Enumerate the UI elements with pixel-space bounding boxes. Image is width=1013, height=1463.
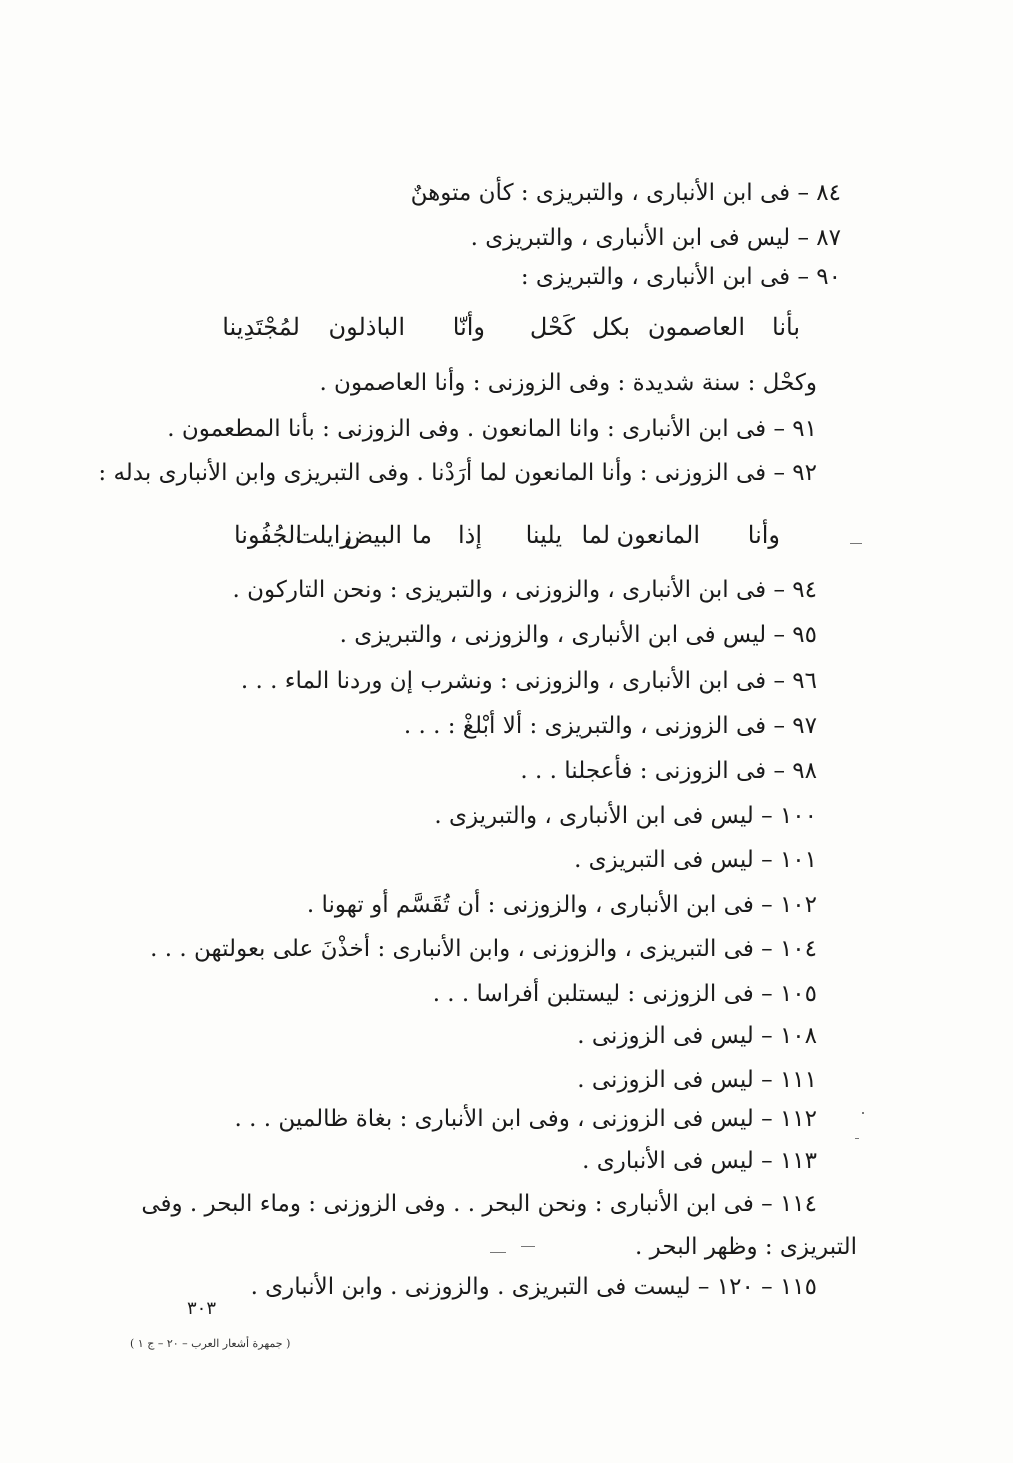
note-line: ١٠٨ – ليس فى الزوزنى . bbox=[577, 1023, 817, 1049]
verse-word: العاصمون bbox=[647, 313, 745, 341]
verse-word: كَحْل bbox=[529, 313, 575, 341]
note-line: ١١٢ – ليس فى الزوزنى ، وفى ابن الأنبارى : بغاة ظالمين . . . bbox=[234, 1106, 817, 1132]
note-line: ١٠٥ – فى الزوزنى : ليستلبن أفراسا . . . bbox=[432, 981, 817, 1007]
note-line: ٩٠ – فى ابن الأنبارى ، والتبريزى : bbox=[520, 264, 841, 290]
verse-word: وأنا bbox=[747, 521, 780, 549]
verse-word: لما bbox=[581, 521, 610, 549]
note-line: ١١٥ – ١٢٠ – ليست فى التبريزى . والزوزنى . وابن الأنبارى . bbox=[250, 1274, 817, 1300]
note-line: ٩٦ – فى ابن الأنبارى ، والزوزنى : ونشرب إن وردنا الماء . . . bbox=[240, 668, 817, 694]
note-line: ٩٧ – فى الزوزنى ، والتبريزى : ألا أبْلغْ : . . . bbox=[403, 713, 817, 739]
scan-mark bbox=[850, 543, 862, 544]
verse-word: البيض bbox=[344, 521, 402, 549]
note-line: ١٠١ – ليس فى التبريزى . bbox=[574, 847, 817, 873]
note-line: ١٠٤ – فى التبريزى ، والزوزنى ، وابن الأنبارى : أخذْنَ على بعولتهن . . . bbox=[150, 936, 817, 962]
note-line: ٩٨ – فى الزوزنى : فأعجلنا . . . bbox=[520, 758, 817, 784]
note-line: وكحْل : سنة شديدة : وفى الزوزنى : وأنا العاصمون . bbox=[319, 370, 817, 396]
verse-word: بكل bbox=[591, 313, 630, 341]
note-line: ٨٧ – ليس فى ابن الأنبارى ، والتبريزى . bbox=[470, 225, 841, 251]
verse-line bbox=[233, 520, 780, 550]
note-line: ١١١ – ليس فى الزوزنى . bbox=[577, 1067, 817, 1093]
scan-mark bbox=[855, 1138, 859, 1139]
note-line: ٩٤ – فى ابن الأنبارى ، والزوزنى ، والتبريزى : ونحن التاركون . bbox=[232, 577, 817, 603]
note-line: ٩١ – فى ابن الأنبارى : وانا المانعون . وفى الزوزنى : بأنا المطعمون . bbox=[167, 416, 817, 442]
verse-word: بأنا bbox=[772, 313, 800, 341]
verse-word: وأنّا bbox=[452, 313, 485, 341]
note-line: ١٠٢ – فى ابن الأنبارى ، والزوزنى : أن تُقَسَّم أو تهونا . bbox=[306, 892, 817, 918]
note-line: ٨٤ – فى ابن الأنبارى ، والتبريزى : كأن متوهنٌ bbox=[410, 180, 841, 206]
page-number: ٣٠٣ bbox=[187, 1298, 217, 1319]
verse-word: الباذلون bbox=[328, 313, 405, 341]
verse-word: لمُجْتَدِينا bbox=[222, 313, 300, 341]
note-line: التبريزى : وظهر البحر . bbox=[635, 1234, 857, 1260]
verse-word: ما bbox=[411, 521, 432, 549]
scan-mark bbox=[521, 1246, 535, 1247]
note-line: ٩٥ – ليس فى ابن الأنبارى ، والزوزنى ، والتبريزى . bbox=[339, 622, 817, 648]
note-line: ١٠٠ – ليس فى ابن الأنبارى ، والتبريزى . bbox=[434, 803, 817, 829]
note-line: ٩٢ – فى الزوزنى : وأنا المانعون لما أرَدْنا . وفى التبريزى وابن الأنبارى بدله : bbox=[98, 460, 817, 486]
verse-word: زايلت bbox=[295, 521, 352, 549]
verse-word: يلينا bbox=[525, 521, 562, 549]
scan-mark bbox=[862, 1112, 864, 1114]
verse-word: المانعون bbox=[616, 521, 700, 549]
note-line: ١١٣ – ليس فى الأنبارى . bbox=[582, 1148, 817, 1174]
note-line: ١١٤ – فى ابن الأنبارى : ونحن البحر . . وفى الزوزنى : وماء البحر . وفى bbox=[141, 1191, 817, 1217]
verse-word: إذا bbox=[457, 521, 482, 549]
verse-line bbox=[200, 312, 800, 342]
scan-mark bbox=[490, 1252, 506, 1253]
footer-note: ( جمهرة أشعار العرب – ٢٠ – ج ١ ) bbox=[130, 1337, 291, 1350]
verse-word: الجُفُونا bbox=[233, 521, 302, 549]
